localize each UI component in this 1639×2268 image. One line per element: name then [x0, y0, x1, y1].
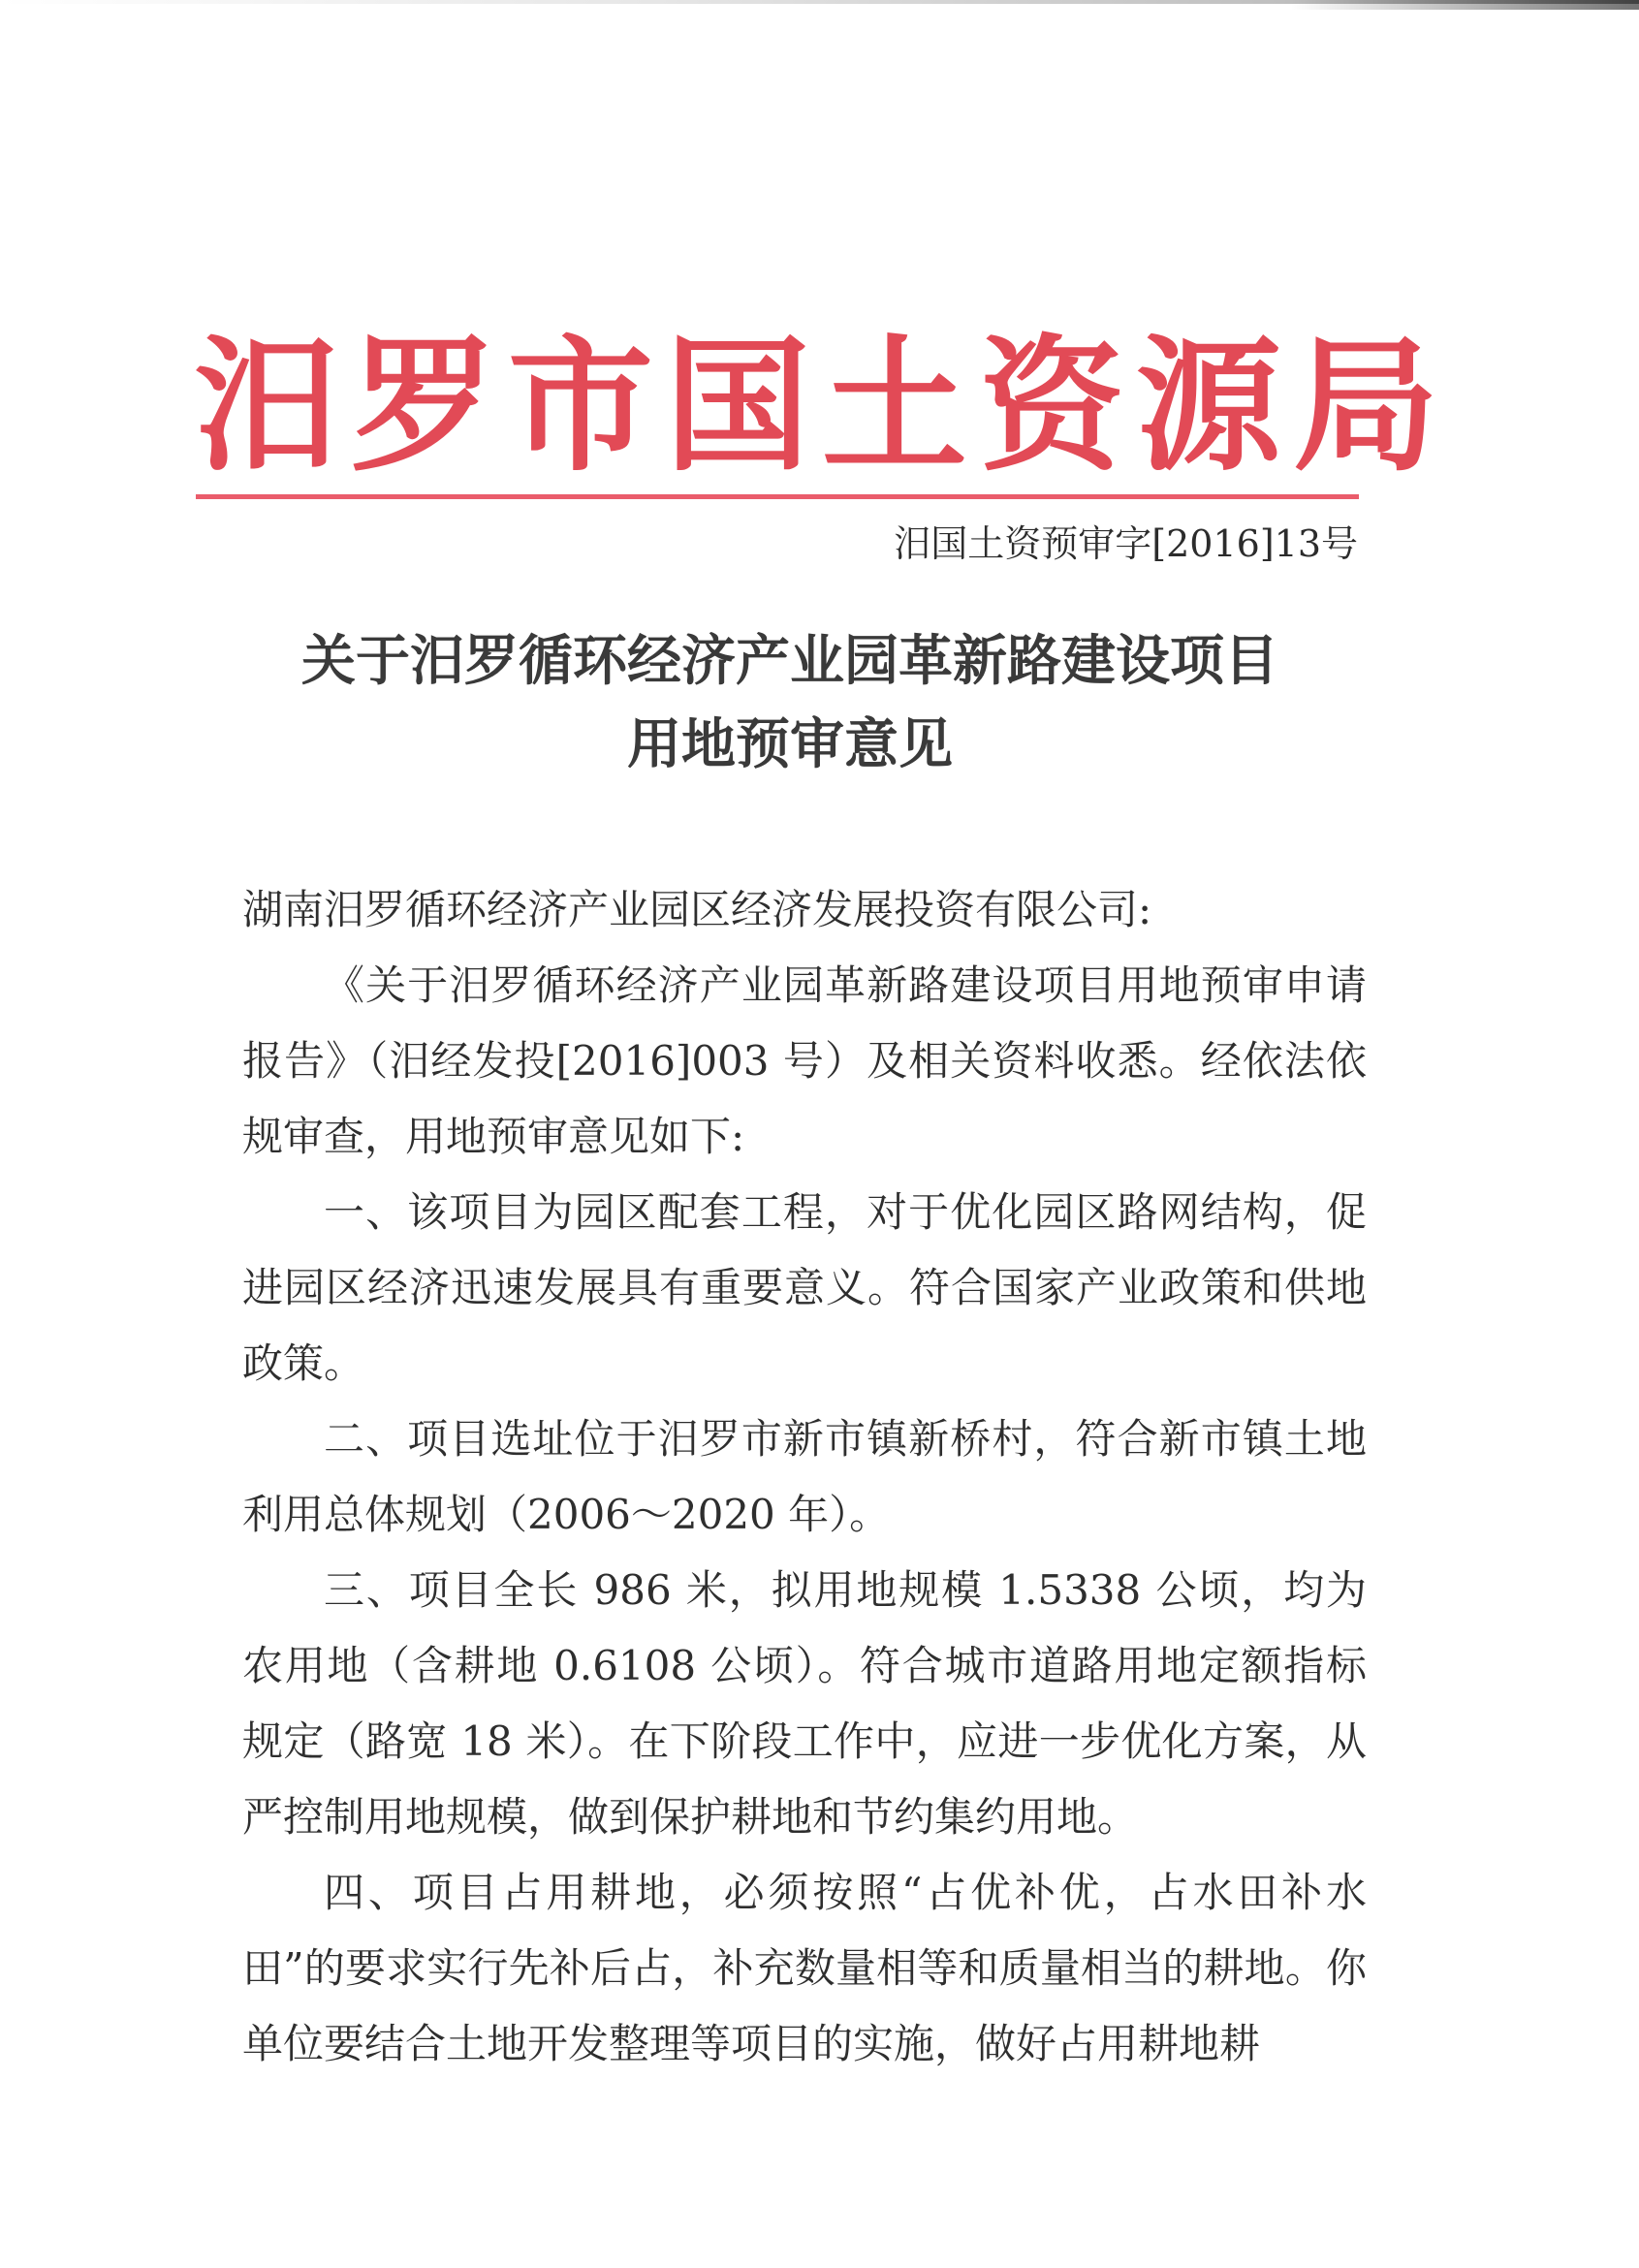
letterhead-red-rule	[196, 494, 1359, 499]
document-title-line-1: 关于汨罗循环经济产业园革新路建设项目	[301, 630, 1278, 693]
body-paragraph-1: 一、该项目为园区配套工程，对于优化园区路网结构，促进园区经济迅速发展具有重要意义。符合国家产业政策和供地政策。	[242, 1188, 1367, 1387]
body-paragraph-2: 二、项目选址位于汨罗市新市镇新桥村，符合新市镇土地利用总体规划（2006～2020 年）。	[242, 1415, 1367, 1538]
letterhead-agency-name: 汨罗市国土资源局	[194, 323, 1451, 491]
document-body	[242, 872, 1367, 2082]
document-number: 汨国土资预审字[2016]13号	[894, 522, 1358, 565]
body-paragraph-intro: 《关于汨罗循环经济产业园革新路建设项目用地预审申请报告》（汨经发投[2016]003 号）及相关资料收悉。经依法依规审查，用地预审意见如下:	[242, 961, 1367, 1160]
body-paragraph-4: 四、项目占用耕地，必须按照“占优补优，占水田补水田”的要求实行先补后占，补充数量相等和质量相当的耕地。你单位要结合土地开发整理等项目的实施，做好占用耕地耕	[242, 1869, 1367, 2067]
document-title-line-2: 用地预审意见	[627, 713, 953, 776]
scan-corner-shadow	[1290, 0, 1639, 10]
body-paragraph-3: 三、项目全长 986 米，拟用地规模 1.5338 公顷，均为农用地（含耕地 0.6108 公顷）。符合城市道路用地定额指标规定（路宽 18 米）。在下阶段工作中，应进一步优化方案，从严控制用地规模，做到保护耕地和节约集约用地。	[242, 1566, 1367, 1841]
salutation: 湖南汨罗循环经济产业园区经济发展投资有限公司:	[242, 886, 1152, 933]
document-title	[242, 620, 1338, 787]
